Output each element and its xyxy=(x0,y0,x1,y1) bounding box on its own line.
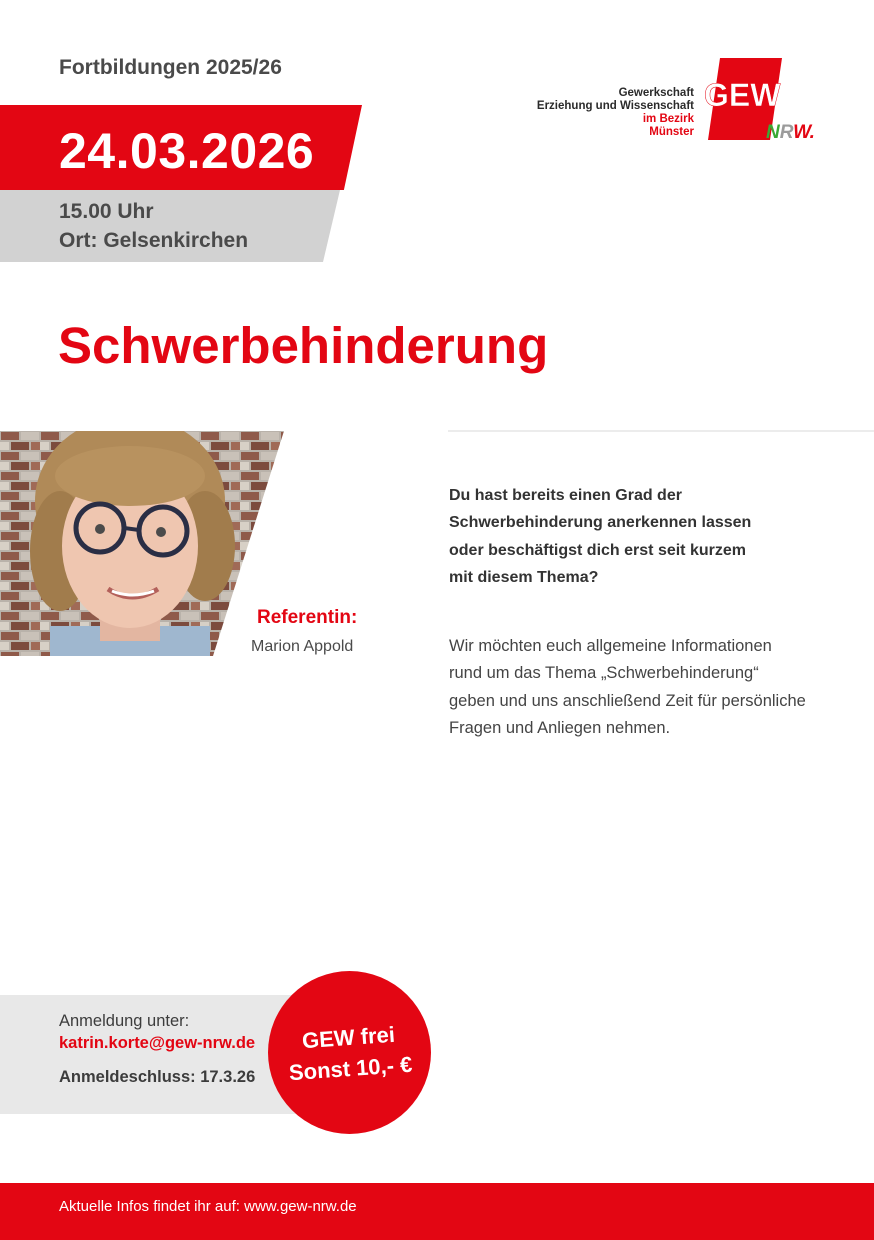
registration-deadline: Anmeldeschluss: 17.3.26 xyxy=(59,1068,256,1086)
speaker-portrait-illustration xyxy=(0,431,284,656)
page-title: Schwerbehinderung xyxy=(58,317,549,374)
intro-line: Schwerbehinderung anerkennen lassen xyxy=(449,514,752,532)
description-line: Fragen und Anliegen nehmen. xyxy=(449,718,671,737)
description-line: geben und uns anschließend Zeit für persönliche xyxy=(449,691,806,710)
intro-line: Du hast bereits einen Grad der xyxy=(449,487,682,504)
logo-line-3: im Bezirk xyxy=(642,113,694,125)
registration-label: Anmeldung unter: xyxy=(59,1012,190,1030)
intro-line: mit diesem Thema? xyxy=(449,568,599,586)
description-line: rund um das Thema „Schwerbehinderung“ xyxy=(449,664,759,683)
gew-logo xyxy=(520,56,830,148)
description-text xyxy=(449,633,829,742)
description-line: Wir möchten euch allgemeine Informationen xyxy=(449,637,772,655)
logo-text xyxy=(537,87,694,139)
speaker-name: Marion Appold xyxy=(251,638,354,655)
divider xyxy=(448,430,874,432)
logo-line-2: Erziehung und Wissenschaft xyxy=(536,100,694,112)
series-title: Fortbildungen 2025/26 xyxy=(59,56,282,79)
logo-region: NRW. xyxy=(766,122,815,143)
registration-email-link[interactable]: katrin.korte@gew-nrw.de xyxy=(59,1034,256,1052)
speaker-photo xyxy=(0,431,284,656)
event-time: 15.00 Uhr xyxy=(59,200,154,223)
footer-text[interactable]: Aktuelle Infos findet ihr auf: www.gew-nrw.de xyxy=(59,1198,357,1215)
price-member: GEW frei xyxy=(301,1021,396,1053)
intro-line: oder beschäftigst dich erst seit kurzem xyxy=(449,541,746,559)
logo-line-1: Gewerkschaft xyxy=(618,87,694,99)
logo-line-4: Münster xyxy=(649,126,694,138)
event-place: Ort: Gelsenkirchen xyxy=(59,229,249,252)
logo-brand: GEW xyxy=(704,77,781,113)
speaker-label: Referentin: xyxy=(257,607,358,628)
gew-logo-mark xyxy=(700,56,830,146)
price-badge xyxy=(268,971,431,1134)
price-nonmember: Sonst 10,- € xyxy=(288,1051,414,1085)
intro-text xyxy=(449,482,779,591)
event-date: 24.03.2026 xyxy=(59,123,315,179)
